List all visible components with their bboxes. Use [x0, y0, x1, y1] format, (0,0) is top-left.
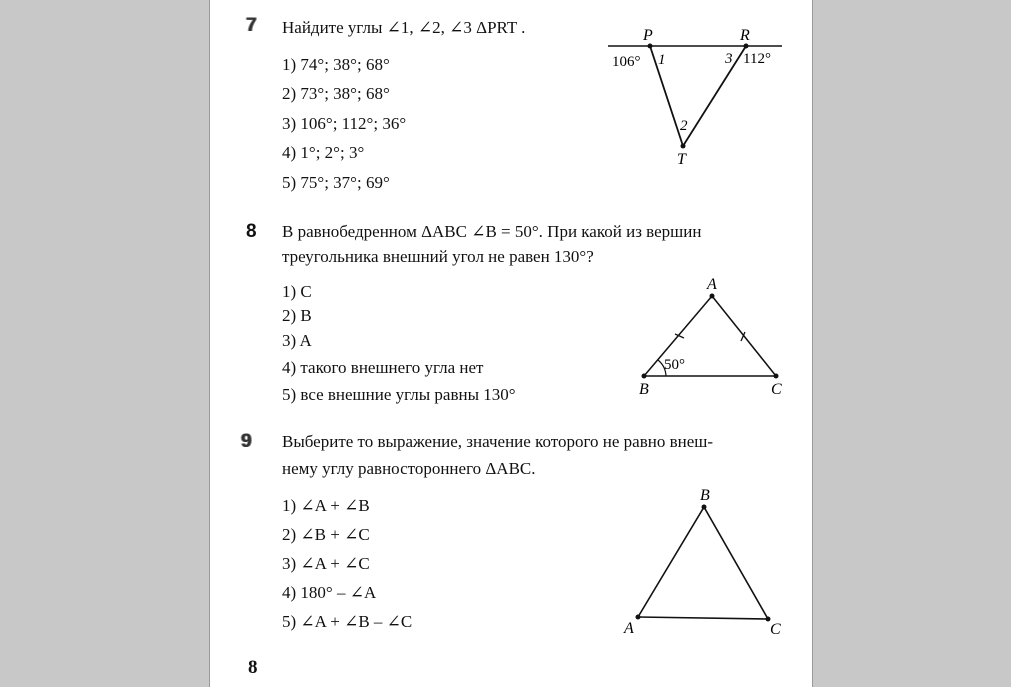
problem-question: Найдите углы ∠1, ∠2, ∠3 ΔPRT . — [282, 18, 526, 37]
answer-option: 3) 106°; 112°; 36° — [282, 114, 407, 133]
answer-option: 1) 74°; 38°; 68° — [282, 55, 390, 74]
answer-option: 4) 1°; 2°; 3° — [282, 143, 365, 162]
page-number: 8 — [248, 657, 258, 678]
answer-option: 4) такого внешнего угла нет — [282, 358, 484, 377]
answer-option: 2) ∠B + ∠C — [282, 525, 370, 544]
vertex-label-b: B — [700, 487, 710, 504]
answer-option: 5) 75°; 37°; 69° — [282, 173, 390, 192]
angle-label-2: 2 — [680, 118, 688, 134]
angle-label-3: 3 — [725, 51, 733, 67]
answer-option: 5) ∠A + ∠B – ∠C — [282, 612, 413, 631]
problem-number: 8 — [246, 221, 257, 242]
answer-option: 1) ∠A + ∠B — [282, 496, 370, 515]
problem-question: Выберите то выражение, значение которого не равно внеш- — [282, 432, 713, 451]
answer-option: 3) ∠A + ∠C — [282, 554, 370, 573]
problem-question-cont: треугольника внешний угол не равен 130°? — [282, 247, 594, 266]
vertex-label-p: P — [643, 27, 653, 44]
answer-option: 3) A — [282, 331, 312, 350]
problem-question-cont: нему углу равностороннего ΔABC. — [282, 459, 536, 478]
exterior-angle-106: 106° — [612, 54, 641, 70]
answer-option: 5) все внешние углы равны 130° — [282, 385, 516, 404]
vertex-label-b: B — [639, 381, 649, 398]
angle-label-1: 1 — [658, 52, 666, 68]
angle-label-50: 50° — [664, 357, 685, 373]
equilateral-triangle-figure — [210, 0, 812, 687]
vertex-label-t: T — [677, 151, 686, 168]
answer-option: 2) B — [282, 306, 312, 325]
exterior-angle-112: 112° — [743, 51, 771, 67]
answer-option: 4) 180° – ∠A — [282, 583, 377, 602]
workbook-page — [209, 0, 813, 687]
vertex-label-a: A — [624, 620, 634, 637]
answer-option: 1) C — [282, 282, 312, 301]
vertex-label-c: C — [771, 381, 782, 398]
problem-number: 9 — [241, 431, 252, 452]
vertex-label-a: A — [707, 276, 717, 293]
vertex-label-r: R — [740, 27, 750, 44]
problem-question: В равнобедренном ΔABC ∠B = 50°. При какой из вершин — [282, 222, 702, 241]
answer-option: 2) 73°; 38°; 68° — [282, 84, 390, 103]
vertex-label-c: C — [770, 621, 781, 638]
problem-number: 7 — [246, 15, 257, 36]
